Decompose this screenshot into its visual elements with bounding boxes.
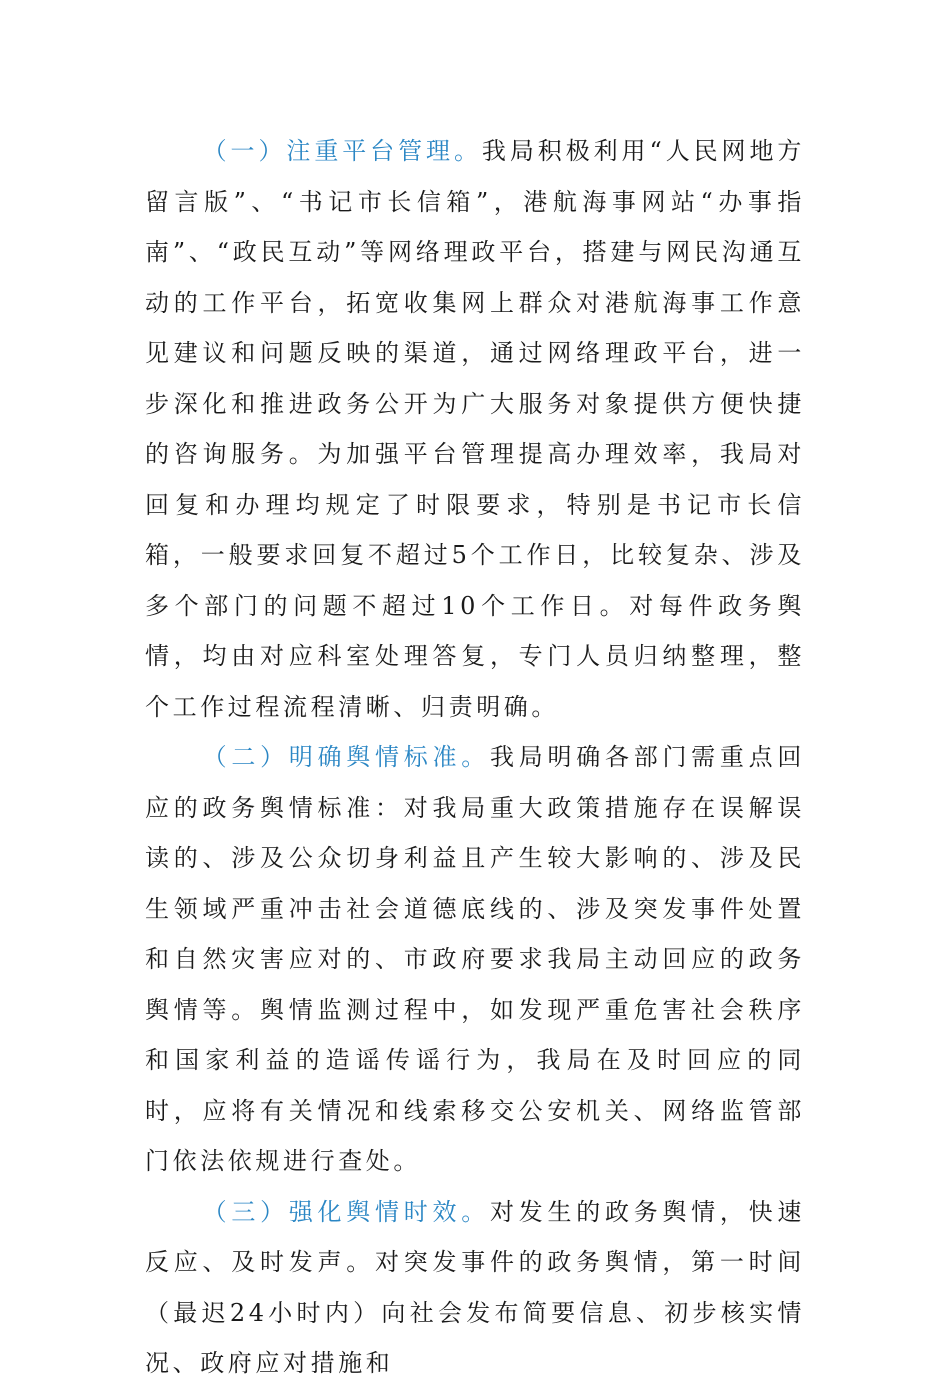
paragraph-text-2: 我局明确各部门需重点回应的政务舆情标准：对我局重大政策措施存在误解误读的、涉及公众切身利益且产生较大影响的、涉及民生领域严重冲击社会道德底线的、涉及突发事件处置和自然灾害应对的、市政府要求我局主动回应的政务舆情等。舆情监测过程中，如发现严重危害社会秩序和国家利益的造谣传谣行为，我局在及时回应的同时，应将有关情况和线索移交公安机关、网络监管部门依法依规进行查处。 [145,743,805,1175]
paragraph-platform-management [145,126,805,732]
paragraph-text-1: 我局积极利用“人民网地方留言版”、“书记市长信箱”，港航海事网站“办事指南”、“政民互动”等网络理政平台，搭建与网民沟通互动的工作平台，拓宽收集网上群众对港航海事工作意见建议和问题反映的渠道，通过网络理政平台，进一步深化和推进政务公开为广大服务对象提供方便快捷的咨询服务。为加强平台管理提高办理效率，我局对回复和办理均规定了时限要求，特别是书记市长信箱，一般要求回复不超过5个工作日，比较复杂、涉及多个部门的问题不超过10个工作日。对每件政务舆情，均由对应科室处理答复，专门人员归纳整理，整个工作过程流程清晰、归责明确。 [145,137,806,721]
section-heading-1: （一）注重平台管理。 [202,137,482,165]
section-heading-3: （三）强化舆情时效。 [202,1197,490,1226]
paragraph-opinion-standards [145,732,805,1187]
document-body [145,126,805,1389]
paragraph-opinion-timeliness [145,1187,805,1389]
section-heading-2: （二）明确舆情标准。 [202,743,490,771]
paragraph-text-3: 对发生的政务舆情，快速反应、及时发声。对突发事件的政务舆情，第一时间（最迟24小时内）向社会发布简要信息、初步核实情况、政府应对措施和 [145,1197,805,1377]
